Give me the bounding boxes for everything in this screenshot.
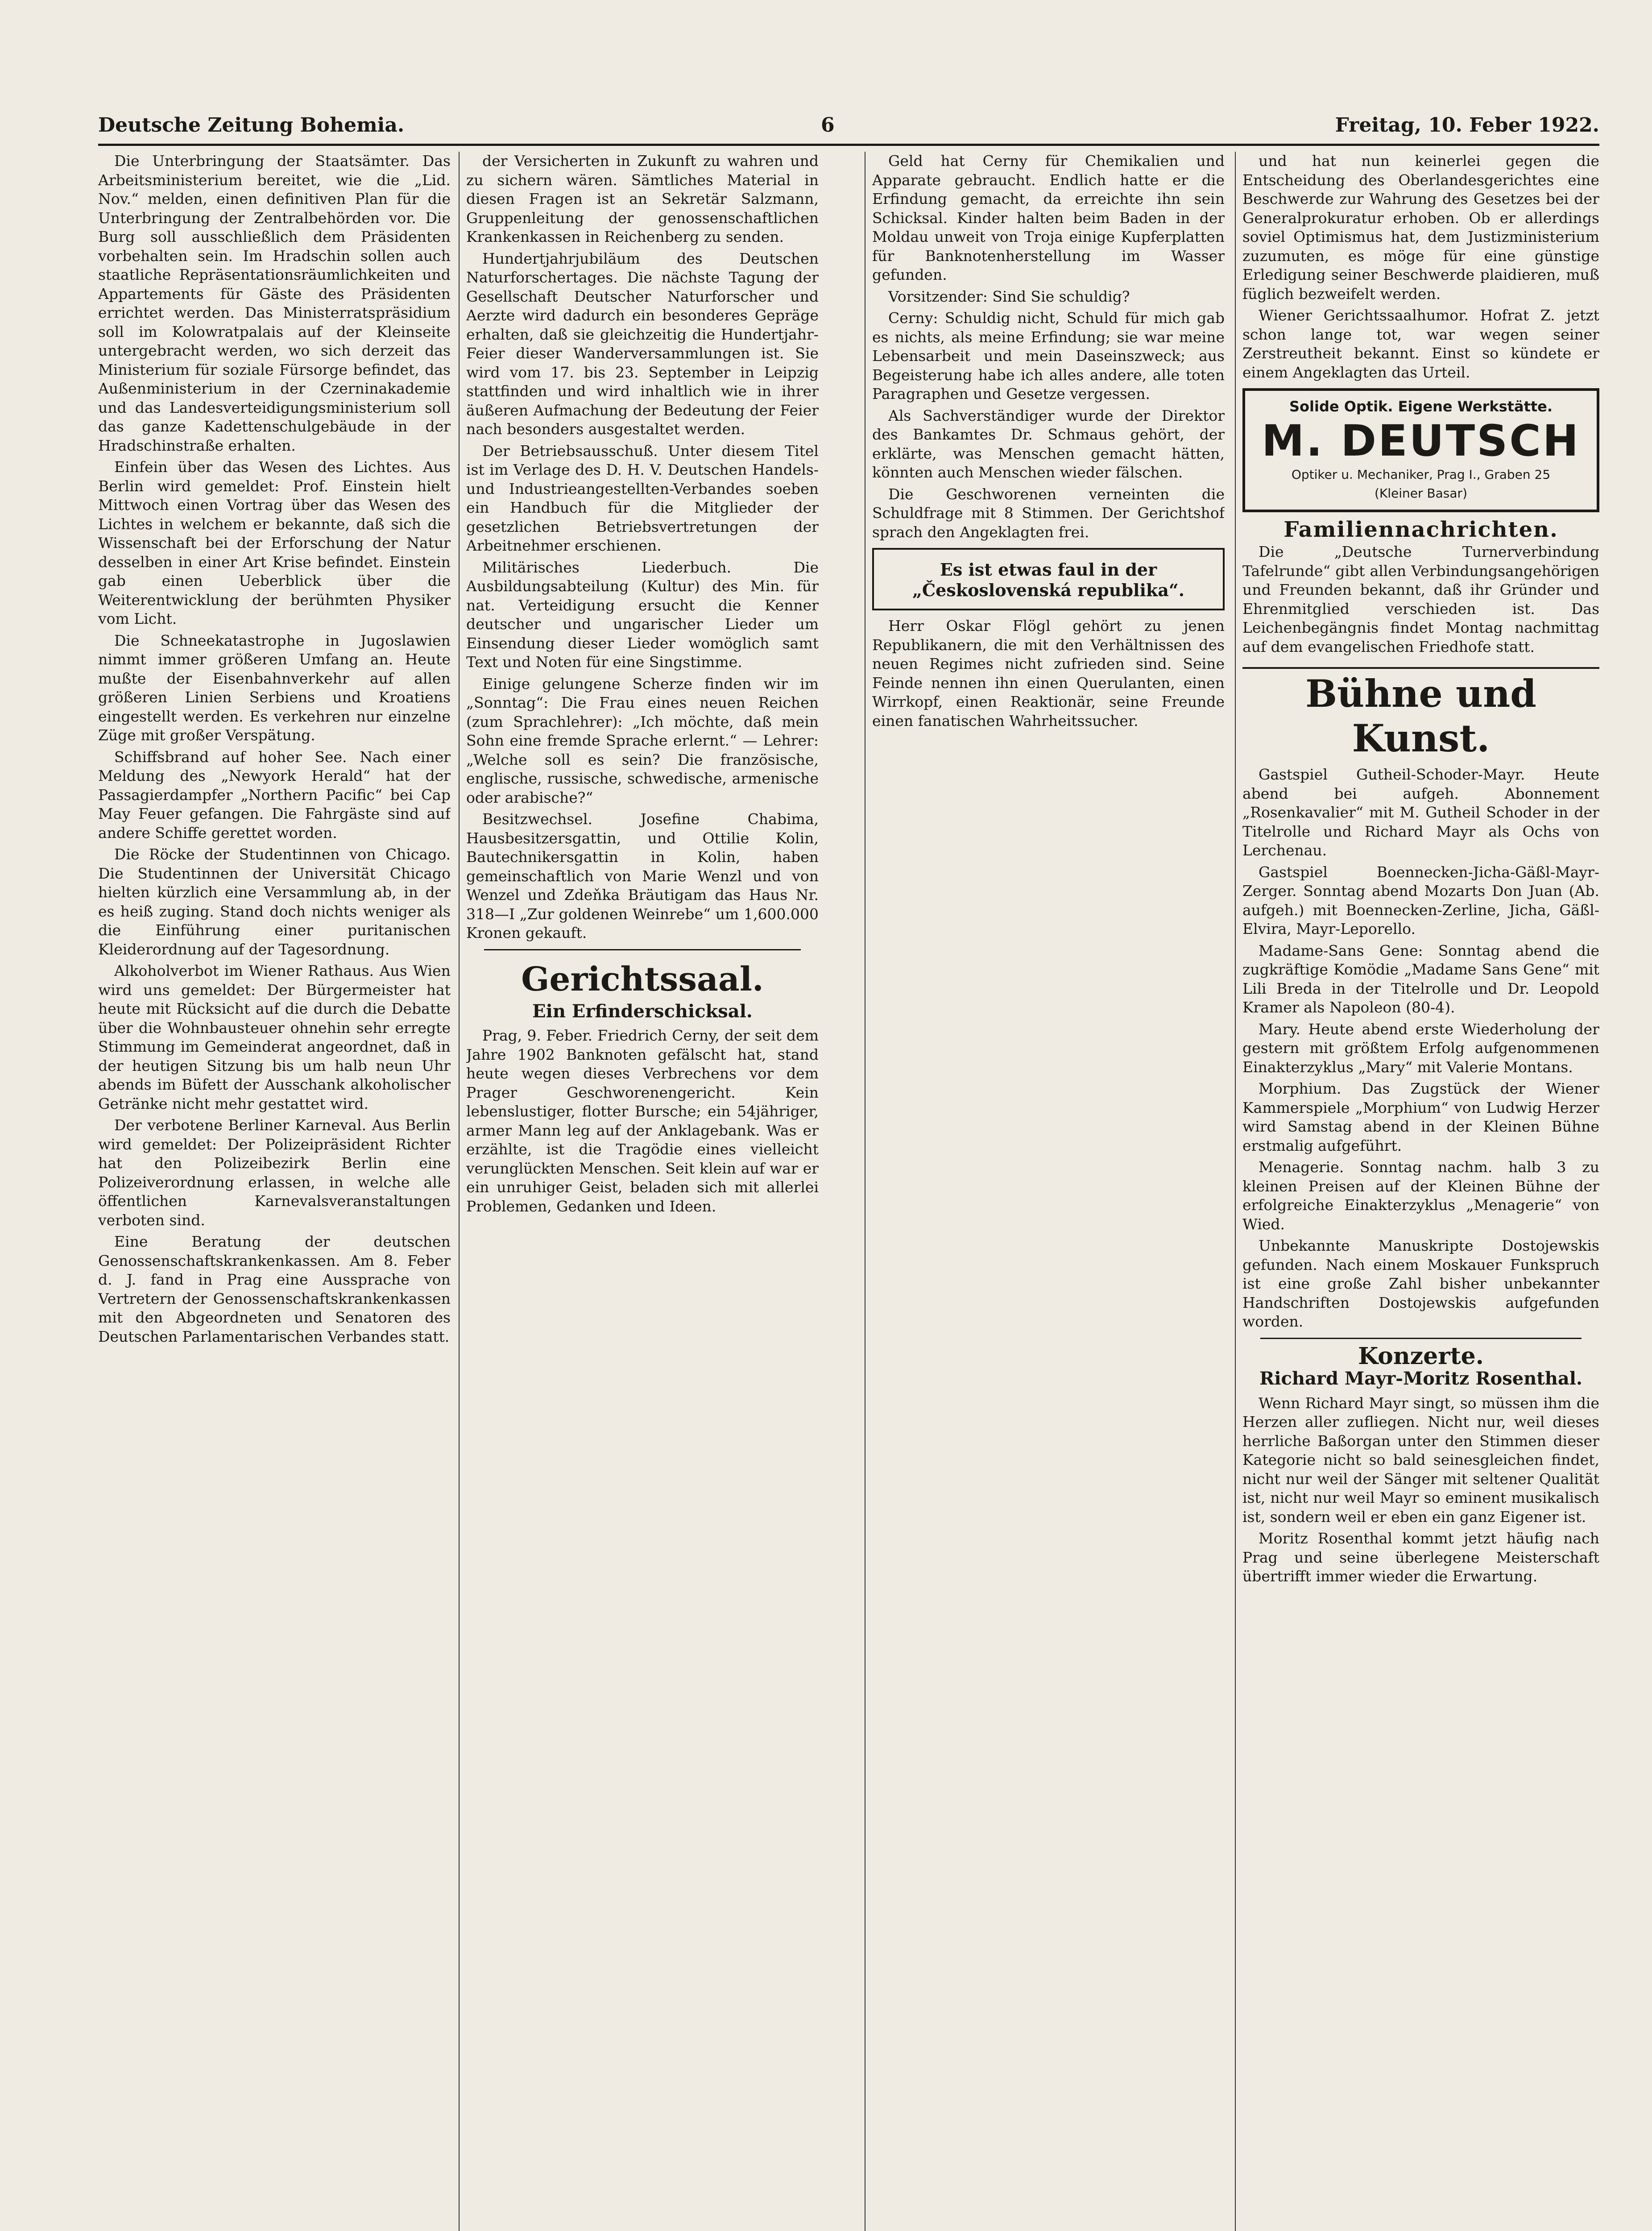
- gerichtssaal-title: Gerichtssaal.: [521, 960, 764, 999]
- buehne-item: Madame-Sans Gene: Sonntag abend die zugkräftige Komödie „Madame Sans Gene“ mit Lili Breda in der Titelrolle und Dr. Leopold Kramer als Napoleon (80-4).: [1242, 941, 1599, 1016]
- article-krankenkassen-cont: der Versicherten in Zukunft zu wahren und zu sichern wären. Sämtliches Material in diesen Fragen ist an Sekretär Salzmann, Gruppenleitung der genossenschaftlichen Krankenkassen in Reichenberg zu senden.: [466, 152, 819, 245]
- article-staatsaemter: Die Unterbringung der Staatsämter. Das Arbeitsministerium bereitet, wie die „Lid. Nov.“ melden, einen definitiven Plan für die Unterbringung der Zentralbehörden vor. Die Burg soll ausschließlich dem Präsidenten vorbehalten sein. Im Hradschin sollen auch staatliche Repräsentationsräumlichkeiten und Appartements für Gäste des Präsidenten errichtet werden. Das Ministerratspräsidium soll im Kolowratpalais auf der Kleinseite untergebracht werden, wo sich derzeit das Ministerium für soziale Fürsorge befindet, das Außenministerium in der Czerninakademie und das Landesverteidigungsministerium soll das ganze Kadettenschulgebäude in der Hradschinstraße erhalten.: [98, 152, 451, 454]
- article-liederbuch: Militärisches Liederbuch. Die Ausbildungsabteilung (Kultur) des Min. für nat. Verteidigung ersucht die Kenner deutscher und ungarischer Lieder um Einsendung dieser Lieder womöglich samt Text und Noten für eine Singstimme.: [466, 558, 819, 671]
- buehne-title: Bühne und Kunst.: [1242, 667, 1599, 761]
- article-alkoholverbot: Alkoholverbot im Wiener Rathaus. Aus Wien wird uns gemeldet: Der Bürgermeister hat heute mit Rücksicht auf die durch die Debatte über die Wohnbausteuer ohnehin sehr erregte Stimmung im Gemeinderat angeordnet, daß in der heutigen Sitzung bis um halb neun Uhr abends im Büfett der Ausschank alkoholischer Getränke nicht mehr gestattet wird.: [98, 962, 451, 1112]
- article-krankenkassen: Eine Beratung der deutschen Genossenschaftskrankenkassen. Am 8. Feber d. J. fand in Prag eine Aussprache von Vertretern der Genossenschaftskrankenkassen mit den Abgeordneten und Senatoren des Deutschen Parlamentarischen Verbandes statt.: [98, 1233, 451, 1345]
- konzerte-end: Moritz Rosenthal kommt jetzt häufig nach Prag und seine überlegene Meisterschaft übertrifft immer wieder die Erwartung.: [1242, 1530, 1599, 1585]
- ad-tagline: Solide Optik. Eigene Werkstätte.: [1289, 398, 1553, 415]
- page-number: 6: [821, 114, 835, 137]
- article-scherze: Einige gelungene Scherze finden wir im „Sonntag“: Die Frau eines neuen Reichen (zum Sprachlehrer): „Ich möchte, daß mein Sohn eine fremde Sprache erlernt.“ — Lehrer: „Welche soll es sein? Die französische, englische, russische, schwedische, armenische oder arabische?“: [466, 675, 819, 806]
- familien-title: Familiennachrichten.: [1284, 517, 1558, 542]
- buehne-item: Gastspiel Boennecken-Jicha-Gäßl-Mayr-Zerger. Sonntag abend Mozarts Don Juan (Ab. aufgeh.) mit Boennecken-Zerline, Jicha, Gäßl-Elvira, Mayr-Leporello.: [1242, 863, 1599, 937]
- column-1: [98, 152, 451, 2231]
- article-einstein: Einfein über das Wesen des Lichtes. Aus Berlin wird gemeldet: Prof. Einstein hielt Mittwoch einen Vortrag über das Wesen des Lichtes in welchem er bekannte, daß sich die Wissenschaft bei der Erforschung der Natur desselben in einer Art Krise befindet. Einstein gab einen Ueberblick über die Weiterentwicklung der berühmten Physiker vom Licht.: [98, 458, 451, 627]
- gerichtssaal-subtitle: Ein Erfinderschicksal.: [532, 1000, 753, 1022]
- column-divider: [459, 152, 460, 2231]
- article-schiffsbrand: Schiffsbrand auf hoher See. Nach einer Meldung des „Newyork Herald“ hat der Passagierdampfer „Northern Pacific“ bei Cap May Feuer gefangen. Die Fahrgäste sind auf andere Schiffe gerettet worden.: [98, 748, 451, 842]
- page-header: [98, 114, 1599, 141]
- buehne-item: Gastspiel Gutheil-Schoder-Mayr. Heute abend bei aufgeh. Abonnement „Rosenkavalier“ mit M. Gutheil Schoder in der Titelrolle und Richard Mayr als Ochs von Lerchenau.: [1242, 766, 1599, 859]
- gerichtssaal-cont-3: Cerny: Schuldig nicht, Schuld für mich gab es nichts, als meine Erfindung; sie war meine Lebensarbeit und mein Daseinszweck; aus Begeisterung habe ich alles andere, alle toten Paragraphen und Gesetze vergessen.: [872, 309, 1225, 402]
- article-faul-title: Es ist etwas faul in der „Československá republika“.: [912, 560, 1184, 600]
- konzerte-subtitle: Richard Mayr-Moritz Rosenthal.: [1259, 1368, 1582, 1389]
- buehne-item: Menagerie. Sonntag nachm. halb 3 zu kleinen Preisen auf der Kleinen Bühne der erfolgreiche Einakterzyklus „Menagerie“ von Wied.: [1242, 1158, 1599, 1233]
- separator: [484, 949, 801, 950]
- buehne-item: Mary. Heute abend erste Wiederholung der gestern mit größtem Erfolg aufgenommenen Einakterzyklus „Mary“ mit Valerie Montans.: [1242, 1020, 1599, 1076]
- gerichtssaal-text: Prag, 9. Feber. Friedrich Cerny, der seit dem Jahre 1902 Banknoten gefälscht hat, stand heute wegen dieses Verbrechens vor dem Prager Geschworenengericht. Kein lebenslustiger, flotter Bursche; ein 54jähriger, armer Mann leg auf der Anklagebank. Was er erzählte, ist die Tragödie eines vielleicht verunglückten Menschen. Seit klein auf war er ein unruhiger Geist, beladen sich mit allerlei Problemen, Gedanken und Ideen.: [466, 1027, 819, 1215]
- buehne-item: Unbekannte Manuskripte Dostojewskis gefunden. Nach einem Moskauer Funkspruch ist eine große Zahl bisher unbekannter Handschriften Dostojewskis aufgefunden worden.: [1242, 1237, 1599, 1330]
- article-faul-head: [872, 548, 1225, 610]
- gerichtssaal-cont-2: Vorsitzender: Sind Sie schuldig?: [888, 287, 1130, 305]
- column-divider: [1235, 152, 1236, 2231]
- article-besitzwechsel: Besitzwechsel. Josefine Chabima, Hausbesitzersgattin, und Ottilie Kolin, Bautechnikersgattin in Kolin, haben gemeinschaftlich von Marie Wenzl und von Wenzel und Zdeňka Bräutigam das Haus Nr. 318—I „Zur goldenen Weinrebe“ um 1,600.000 Kronen gekauft.: [466, 810, 819, 941]
- issue-date: Freitag, 10. Feber 1922.: [1335, 114, 1599, 137]
- gerichtssaal-cont-5: Die Geschworenen verneinten die Schuldfrage mit 8 Stimmen. Der Gerichtshof sprach den Angeklagten frei.: [872, 485, 1225, 541]
- buehne-item: Morphium. Das Zugstück der Wiener Kammerspiele „Morphium“ von Ludwig Herzer wird Samstag abend in der Kleinen Bühne erstmalig aufgeführt.: [1242, 1080, 1599, 1154]
- konzerte-text: Wenn Richard Mayr singt, so müssen ihm die Herzen aller zufliegen. Nicht nur, weil dieses herrliche Baßorgan unter den Stimmen dieser Kategorie nicht so bald seinesgleichen findet, nicht nur weil der Sänger mit seltener Qualität ist, nicht nur weil Mayr so eminent musikalisch ist, sondern weil er eben ein ganz Eigener ist.: [1242, 1394, 1599, 1526]
- article-schneekatastrophe: Die Schneekatastrophe in Jugoslawien nimmt immer größeren Umfang an. Heute mußte der Eisenbahnverkehr auf allen größeren Linien Serbiens und Kroatiens eingestellt werden. Es verkehren nur einzelne Züge mit großer Verspätung.: [98, 631, 451, 744]
- ad-address: Optiker u. Mechaniker, Prag I., Graben 25: [1291, 467, 1551, 482]
- familien-text: Die „Deutsche Turnerverbindung Tafelrunde“ gibt allen Verbindungsangehörigen und Freunden bekannt, daß ihr Gründer und Ehrenmitglied verschieden ist. Das Leichenbegängnis findet Montag nachmittag auf dem evangelischen Friedhofe statt.: [1242, 543, 1599, 655]
- column-3: [872, 152, 1225, 2231]
- ad-company-name: M. DEUTSCH: [1261, 415, 1581, 466]
- article-gerichtssaalhumor: Wiener Gerichtssaalhumor. Hofrat Z. jetzt schon lange tot, war wegen seiner Zerstreutheit bekannt. Einst so kündete er einem Angeklagten das Urteil.: [1242, 307, 1599, 381]
- article-karneval: Der verbotene Berliner Karneval. Aus Berlin wird gemeldet: Der Polizeipräsident Richter hat den Polizeibezirk Berlin eine Polizeiverordnung erlassen, in welche alle öffentlichen Karnevalsveranstaltungen verboten sind.: [98, 1116, 451, 1229]
- article-chicago: Die Röcke der Studentinnen von Chicago. Die Studentinnen der Universität Chicago hielten kürzlich eine Versammlung ab, in der es heiß zuging. Stand doch nichts weniger als die Einführung einer puritanischen Kleiderordnung auf der Tagesordnung.: [98, 846, 451, 958]
- article-betriebsausschuss: Der Betriebsausschuß. Unter diesem Titel ist im Verlage des D. H. V. Deutschen Handels- und Industrieangestellten-Verbandes soeben ein Handbuch für die Mitglieder der gesetzlichen Betriebsvertretungen der Arbeitnehmer erschienen.: [466, 442, 819, 554]
- separator: [1260, 1338, 1582, 1339]
- gerichtssaal-cont-1: Geld hat Cerny für Chemikalien und Apparate gebraucht. Endlich hatte er die Erfindung gemacht, da erreichte ihn sein Schicksal. Kinder halten beim Baden in der Moldau unweit von Troja einige Kupferplatten für Banknotenherstellung im Wasser gefunden.: [872, 152, 1225, 283]
- advertisement-deutsch: [1242, 388, 1599, 512]
- gerichtssaal-cont-4: Als Sachverständiger wurde der Direktor des Bankamtes Dr. Schmaus gehört, der erklärte, was Menschen gemacht hätten, könnten auch Menschen wieder fälschen.: [872, 406, 1225, 481]
- header-rule: [98, 144, 1599, 146]
- ad-location: (Kleiner Basar): [1374, 486, 1467, 501]
- column-2: [466, 152, 819, 2231]
- article-faul-cont: und hat nun keinerlei gegen die Entscheidung des Oberlandesgerichtes eine Beschwerde zur Wahrung des Gesetzes bei der Generalprokuratur erhoben. Ob er allerdings soviel Optimismus hat, dem Justizministerium zuzumuten, es möge für eine günstige Erledigung seiner Beschwerde plaidieren, muß füglich bezweifelt werden.: [1242, 152, 1599, 303]
- article-naturforscher: Hundertjahrjubiläum des Deutschen Naturforschertages. Die nächste Tagung der Gesellschaft Deutscher Naturforscher und Aerzte wird dadurch ein besonderes Gepräge erhalten, daß sie gleichzeitig die Hundertjahr-Feier dieser Wanderversammlungen ist. Sie wird vom 17. bis 23. September in Leipzig stattfinden und wird inhaltlich wie in ihrer äußeren Aufmachung der Bedeutung der Feier nach besonders ausgestaltet werden.: [466, 249, 819, 438]
- konzerte-title: Konzerte.: [1358, 1342, 1484, 1370]
- masthead: Deutsche Zeitung Bohemia.: [98, 114, 405, 137]
- article-faul-text: Herr Oskar Flögl gehört zu jenen Republikanern, die mit den Verhältnissen des neuen Regimes nicht zufrieden sind. Seine Feinde nennen ihn einen Querulanten, einen Wirrkopf, einen Reaktionär, seine Freunde einen fanatischen Wahrheitssucher.: [872, 617, 1225, 730]
- column-4: [1242, 152, 1599, 2231]
